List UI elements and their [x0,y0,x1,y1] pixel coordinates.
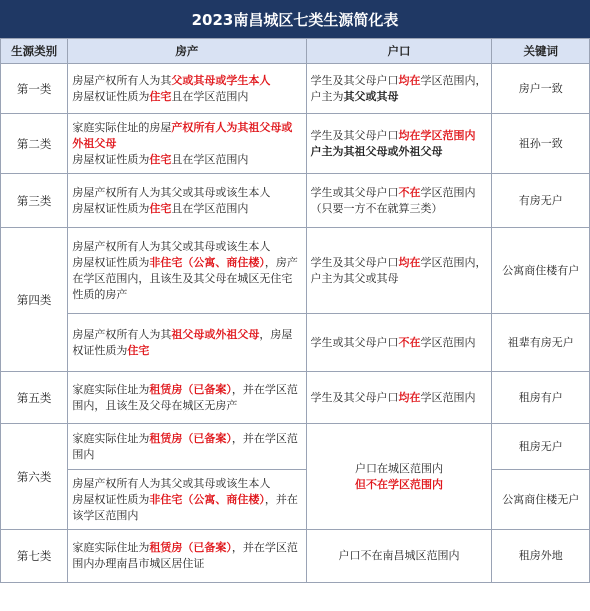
property-cell: 房屋产权所有人为其父或其母或该生本人 房屋权证性质为住宅且在学区范围内 [68,174,306,228]
table-row [1,530,590,583]
hukou-cell: 学生或其父母户口不在学区范围内（只要一方不在就算三类） [306,174,492,228]
keyword-cell: 公寓商住楼无户 [492,470,590,530]
category-cell: 第六类 [1,424,68,530]
property-cell: 房屋产权所有人为其父或其母或学生本人 房屋权证性质为住宅且在学区范围内 [68,64,306,114]
header-row [1,39,590,64]
property-cell: 家庭实际住址为租赁房（已备案），并在学区范围内，且该生及父母在城区无房产 [68,372,306,424]
table-row [1,372,590,424]
keyword-cell: 租房外地 [492,530,590,583]
category-cell: 第二类 [1,114,68,174]
property-cell: 家庭实际住址的房屋产权所有人为其祖父母或外祖父母 房屋权证性质为住宅且在学区范围内 [68,114,306,174]
hukou-cell: 学生及其父母户口均在学区范围内，户主为其父或其母 [306,64,492,114]
header-property: 房产 [68,39,306,64]
table-row [1,114,590,174]
keyword-cell: 祖辈有房无户 [492,314,590,372]
table-row [1,174,590,228]
enrollment-table [0,38,590,583]
table-row [1,470,590,530]
category-cell: 第一类 [1,64,68,114]
keyword-cell: 租房有户 [492,372,590,424]
category-cell: 第五类 [1,372,68,424]
category-cell: 第七类 [1,530,68,583]
hukou-cell: 学生或其父母户口不在学区范围内 [306,314,492,372]
category-cell: 第三类 [1,174,68,228]
hukou-cell: 学生及其父母户口均在学区范围内，户主为其父或其母 [306,228,492,314]
keyword-cell: 祖孙一致 [492,114,590,174]
property-cell: 家庭实际住址为租赁房（已备案），并在学区范围内办理南昌市城区居住证 [68,530,306,583]
property-cell: 房屋产权所有人为其祖父母或外祖父母，房屋权证性质为住宅 [68,314,306,372]
keyword-cell: 房户一致 [492,64,590,114]
header-keyword: 关键词 [492,39,590,64]
property-cell: 房屋产权所有人为其父或其母或该生本人 房屋权证性质为非住宅（公寓、商住楼），房产在学区范围内，且该生及其父母在城区无住宅性质的房产 [68,228,306,314]
property-cell: 家庭实际住址为租赁房（已备案），并在学区范围内 [68,424,306,470]
keyword-cell: 有房无户 [492,174,590,228]
hukou-cell: 学生及其父母户口均在学区范围内 户主为其祖父母或外祖父母 [306,114,492,174]
category-cell: 第四类 [1,228,68,372]
header-category: 生源类别 [1,39,68,64]
header-hukou: 户口 [306,39,492,64]
table-row [1,424,590,470]
hukou-cell: 户口在城区范围内 但不在学区范围内 [306,424,492,530]
table-row [1,314,590,372]
property-cell: 房屋产权所有人为其父或其母或该生本人 房屋权证性质为非住宅（公寓、商住楼），并在该学区范围内 [68,470,306,530]
keyword-cell: 公寓商住楼有户 [492,228,590,314]
hukou-cell: 学生及其父母户口均在学区范围内 [306,372,492,424]
keyword-cell: 租房无户 [492,424,590,470]
table-row [1,64,590,114]
table-row [1,228,590,314]
table-title: 2023南昌城区七类生源简化表 [0,0,590,38]
hukou-cell: 户口不在南昌城区范围内 [306,530,492,583]
